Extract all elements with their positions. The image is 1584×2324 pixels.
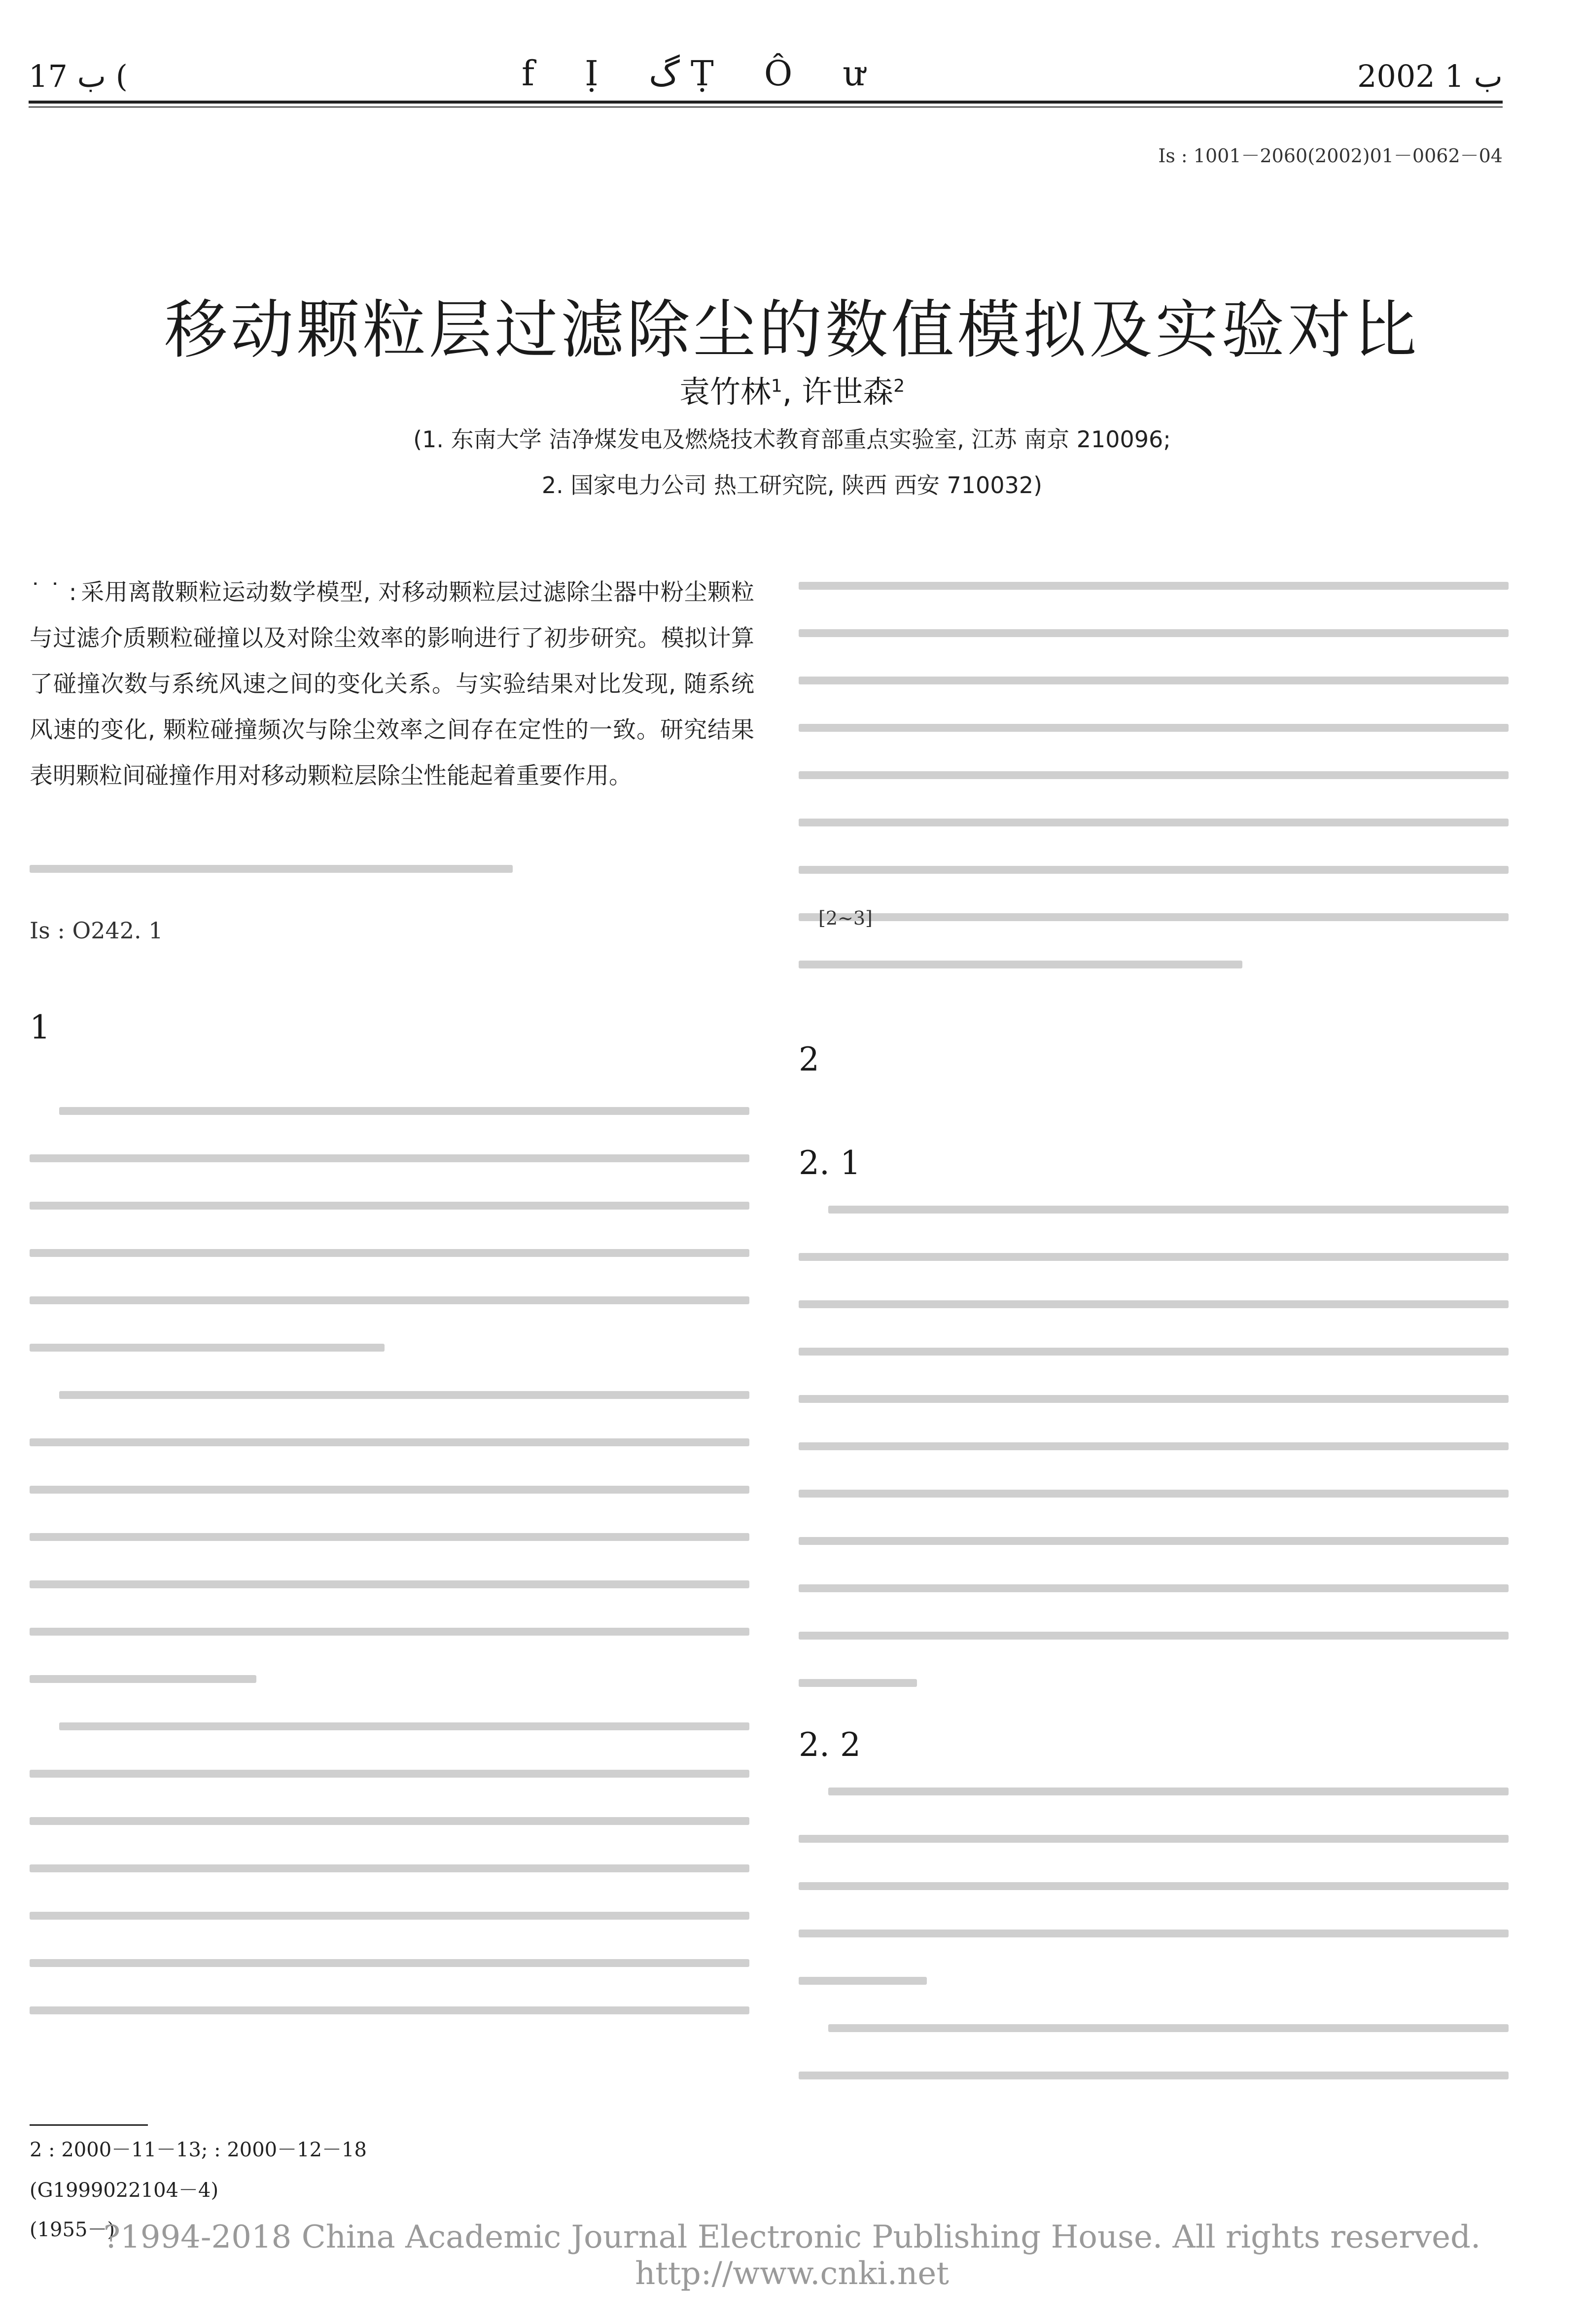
text-line <box>59 1391 749 1399</box>
text-line <box>799 913 1509 921</box>
paper-title: 移动颗粒层过滤除尘的数值模拟及实验对比 <box>164 293 1420 367</box>
text-line <box>30 1438 749 1446</box>
header-journal-name: f Ị گ Ṭ Ô ư <box>522 53 885 94</box>
body-paragraph <box>799 582 1518 1008</box>
text-line <box>799 1253 1509 1261</box>
text-line <box>799 1348 1509 1356</box>
footnote-author: (1955－) <box>30 2218 115 2241</box>
copyright-watermark: ?1994-2018 China Academic Journal Electronic Publishing House. All rights reserved. http://www.cnki.net <box>103 2219 1481 2292</box>
section-heading: 1 <box>30 1008 50 1046</box>
text-line <box>30 1296 749 1304</box>
body-paragraph <box>799 1788 1518 2119</box>
text-line <box>799 819 1509 826</box>
text-line <box>799 1537 1509 1545</box>
section-heading: 2 <box>799 1040 819 1078</box>
subsection-heading: 2. 2 <box>799 1726 861 1764</box>
text-line <box>799 1490 1509 1498</box>
citation-mark: [2~3] <box>818 907 873 929</box>
text-line <box>30 1533 749 1541</box>
header-rule-thick <box>29 101 1503 104</box>
abstract <box>30 570 754 799</box>
running-header <box>29 53 1503 112</box>
text-line <box>799 1584 1509 1592</box>
text-line <box>799 582 1509 590</box>
text-line <box>30 1154 749 1162</box>
text-line <box>799 1300 1509 1308</box>
text-line <box>30 1344 385 1352</box>
text-line <box>30 2006 749 2014</box>
text-line <box>59 1722 749 1730</box>
text-line <box>799 961 1242 968</box>
text-line <box>799 1930 1509 1937</box>
text-line <box>799 1977 927 1985</box>
text-line <box>799 1632 1509 1640</box>
text-line <box>30 1628 749 1636</box>
author-name: 许世森 <box>802 374 894 410</box>
text-line <box>59 1107 749 1115</box>
subsection-heading: 2. 1 <box>799 1144 861 1182</box>
keywords-line <box>30 858 513 912</box>
text-line <box>30 1864 749 1872</box>
text-line <box>799 1835 1509 1843</box>
body-paragraph <box>799 1206 1518 1726</box>
abstract-label: ˙ ˙ : <box>30 579 77 606</box>
text-line <box>799 1679 917 1687</box>
author-affil-mark: 2 <box>893 376 905 396</box>
footnote-received-date: 2 : 2000－11－13; : 2000－12－18 <box>30 2139 367 2161</box>
affiliation-line: 2. 国家电力公司 热工研究院, 陕西 西安 710032) <box>541 472 1043 499</box>
article-number: Is : 1001－2060(2002)01－0062－04 <box>1158 145 1503 167</box>
text-line <box>828 1206 1509 1214</box>
text-line <box>799 771 1509 779</box>
text-line <box>30 1770 749 1778</box>
text-line <box>30 1580 749 1588</box>
text-line <box>30 1912 749 1920</box>
author-line <box>0 367 1584 411</box>
text-line <box>799 1442 1509 1450</box>
text-line <box>30 1202 749 1210</box>
text-line <box>30 1959 749 1967</box>
text-line <box>30 1249 749 1257</box>
author-name: 袁竹林 <box>679 374 771 410</box>
text-line <box>799 1882 1509 1890</box>
header-issue-info: 2002 ب 1 <box>1357 58 1503 94</box>
text-line <box>799 2072 1509 2079</box>
text-line <box>828 1788 1509 1795</box>
text-line <box>30 1675 256 1683</box>
affiliation-line: (1. 东南大学 洁净煤发电及燃烧技术教育部重点实验室, 江苏 南京 210096; <box>413 426 1171 453</box>
body-paragraph <box>30 1107 754 2054</box>
text-line <box>30 1817 749 1825</box>
text-line <box>799 866 1509 874</box>
classification-code: Is : O242. 1 <box>30 917 163 944</box>
footnote-fund: (G1999022104－4) <box>30 2179 219 2202</box>
abstract-text: 采用离散颗粒运动数学模型, 对移动颗粒层过滤除尘器中粉尘颗粒与过滤介质颗粒碰撞以及对除尘效率的影响进行了初步研究。模拟计算了碰撞次数与系统风速之间的变化关系。与实验结果对比发现, 随系统风速的变化, 颗粒碰撞频次与除尘效率之间存在定性的一致。研究结果表明颗粒间碰撞作用对移动颗粒层除尘性能起着重要作用。 <box>30 579 754 789</box>
text-line <box>799 1395 1509 1403</box>
text-line <box>799 629 1509 637</box>
author-affil-mark: 1 <box>771 376 782 396</box>
author-separator: , <box>782 374 802 410</box>
footnote-rule <box>30 2124 148 2126</box>
header-volume-info: 17 ب ( <box>29 58 128 94</box>
keywords-text-stripe <box>30 865 513 873</box>
text-line <box>828 2024 1509 2032</box>
text-line <box>799 677 1509 684</box>
text-line <box>30 1486 749 1494</box>
text-line <box>799 724 1509 732</box>
